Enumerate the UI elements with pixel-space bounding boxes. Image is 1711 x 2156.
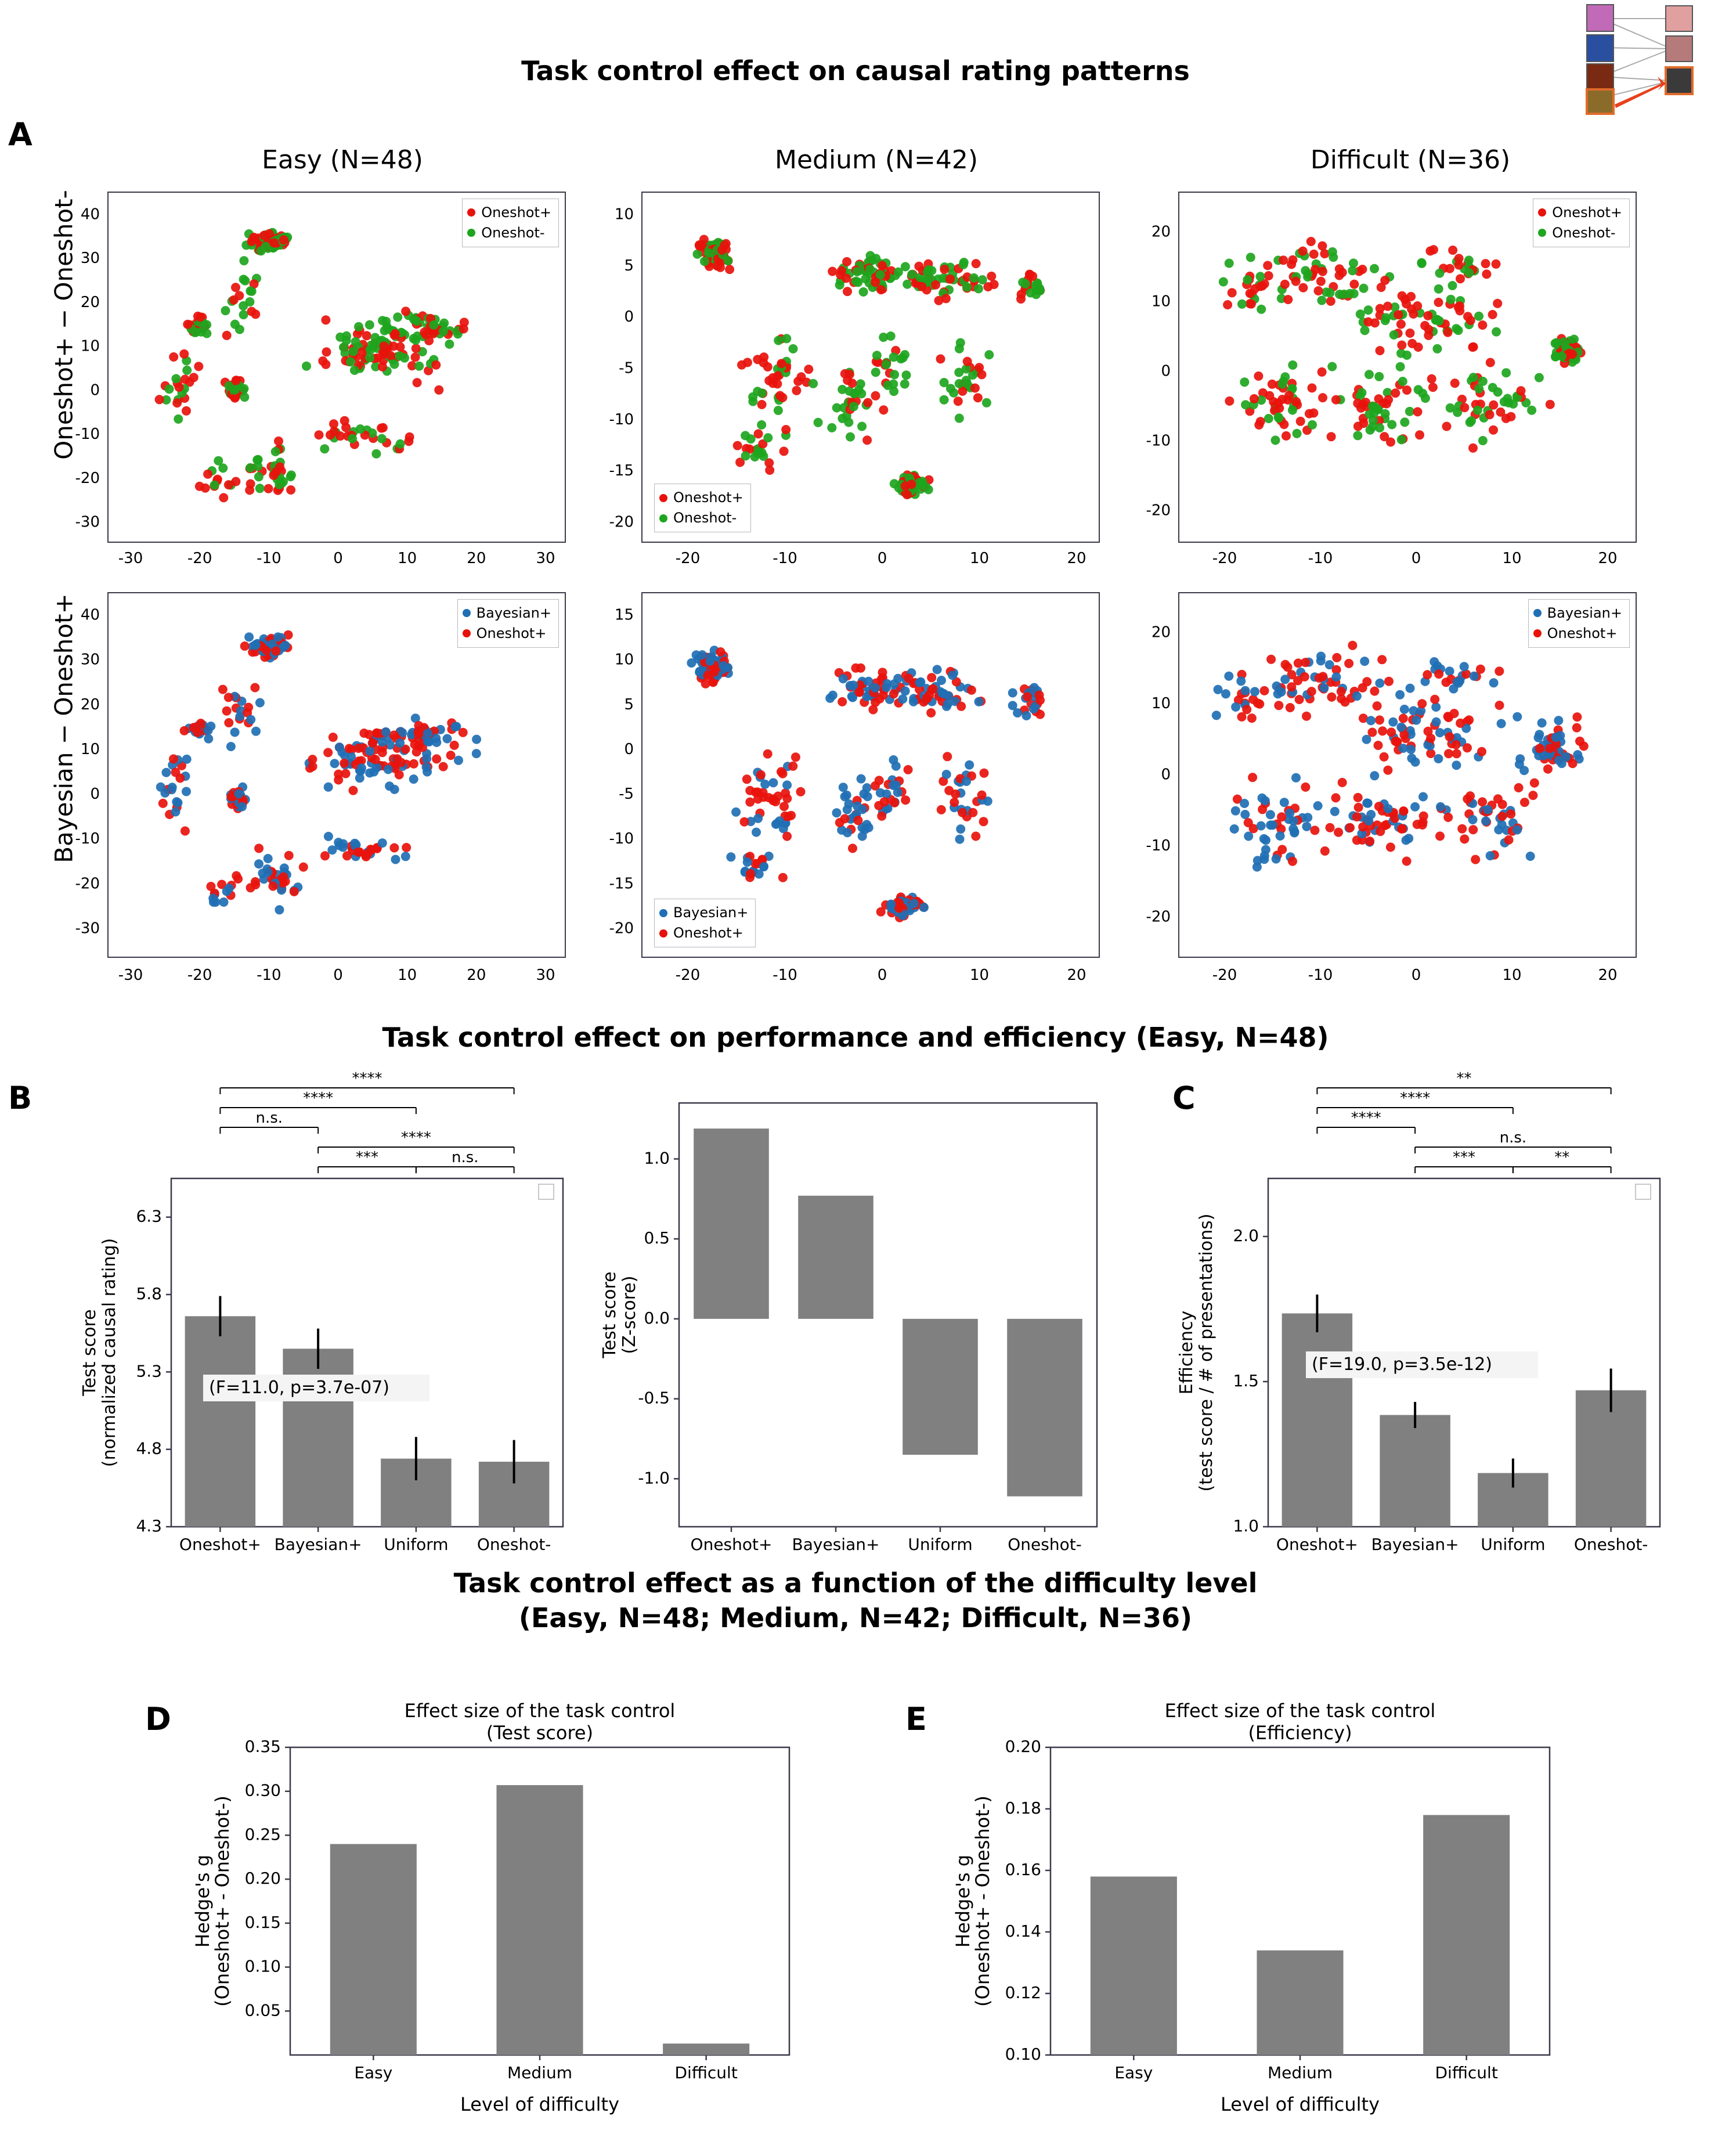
- svg-text:0: 0: [624, 740, 634, 758]
- figure-title-b: Task control effect on performance and efficiency (Easy, N=48): [382, 1022, 1329, 1053]
- svg-text:10: 10: [80, 337, 100, 355]
- legend-label-oneshot-plus: Oneshot+: [1547, 625, 1618, 641]
- svg-text:(normalized causal rating): (normalized causal rating): [99, 1238, 120, 1468]
- svg-text:-20: -20: [609, 513, 634, 531]
- svg-text:5.3: 5.3: [136, 1361, 162, 1381]
- svg-text:0.35: 0.35: [244, 1737, 281, 1756]
- svg-text:-30: -30: [118, 550, 143, 567]
- svg-text:Difficult: Difficult: [674, 2063, 738, 2082]
- svg-text:0: 0: [333, 550, 343, 567]
- svg-text:-10: -10: [75, 830, 100, 848]
- legend-dot-oneshot-minus: [659, 514, 667, 522]
- svg-text:0.18: 0.18: [1005, 1798, 1041, 1818]
- svg-text:Test score: Test score: [600, 1271, 620, 1358]
- svg-text:-15: -15: [609, 875, 634, 893]
- column-title-difficult: Difficult (N=36): [1310, 145, 1511, 175]
- svg-text:0: 0: [1411, 967, 1421, 984]
- svg-text:0.20: 0.20: [1005, 1737, 1041, 1756]
- svg-text:0.30: 0.30: [244, 1780, 281, 1800]
- svg-text:Level of difficulty: Level of difficulty: [460, 2093, 620, 2115]
- svg-text:-20: -20: [675, 550, 701, 567]
- svg-text:20: 20: [1598, 550, 1618, 567]
- svg-text:0.0: 0.0: [644, 1308, 670, 1328]
- svg-text:Difficult: Difficult: [1435, 2063, 1498, 2082]
- legend-label-oneshot-plus: Oneshot+: [673, 489, 743, 506]
- legend-dot-oneshot-minus: [467, 229, 475, 237]
- legend-label-oneshot-minus: Oneshot-: [1552, 224, 1616, 241]
- svg-text:****: ****: [1351, 1109, 1381, 1127]
- legend-dot-oneshot-plus: [463, 629, 471, 637]
- scatter-difficult-bottom: [1178, 592, 1637, 958]
- legend-label-bayesian-plus: Bayesian+: [476, 605, 551, 621]
- svg-text:Medium: Medium: [1268, 2063, 1333, 2082]
- svg-text:30: 30: [536, 967, 555, 984]
- svg-text:15: 15: [614, 606, 634, 624]
- chart-panel-e: [934, 1683, 1573, 2125]
- legend-dot-oneshot-plus: [1533, 629, 1542, 637]
- svg-text:-10: -10: [1146, 837, 1171, 855]
- chart-panel-d: [174, 1683, 813, 2125]
- svg-text:0: 0: [624, 308, 634, 326]
- svg-text:(test score / # of presentatio: (test score / # of presentations): [1196, 1213, 1217, 1492]
- svg-text:-20: -20: [1146, 908, 1171, 926]
- legend-dot-oneshot-plus: [1538, 208, 1546, 217]
- svg-text:0: 0: [90, 785, 100, 803]
- scatter-medium-bottom: [641, 592, 1100, 958]
- svg-text:10: 10: [1151, 293, 1171, 311]
- svg-text:n.s.: n.s.: [451, 1149, 479, 1166]
- legend-label-oneshot-minus: Oneshot-: [481, 224, 545, 241]
- svg-text:30: 30: [80, 250, 100, 268]
- svg-text:(Oneshot+ - Oneshot-): (Oneshot+ - Oneshot-): [972, 1796, 994, 2007]
- svg-text:Hedge's g: Hedge's g: [952, 1854, 974, 1948]
- svg-text:Oneshot-: Oneshot-: [1573, 1535, 1648, 1554]
- legend-label-oneshot-plus: Oneshot+: [481, 204, 551, 221]
- svg-text:0: 0: [1411, 550, 1421, 567]
- svg-text:***: ***: [1453, 1149, 1475, 1166]
- svg-text:-30: -30: [118, 967, 143, 984]
- chart-panel-b-right: [592, 1080, 1114, 1562]
- svg-text:-20: -20: [675, 967, 701, 984]
- svg-text:0.12: 0.12: [1005, 1983, 1041, 2002]
- row-label-oneshot-diff: Oneshot+ − Oneshot-: [49, 190, 78, 460]
- svg-text:Oneshot-: Oneshot-: [477, 1535, 551, 1554]
- legend-label-oneshot-plus: Oneshot+: [476, 625, 547, 641]
- svg-text:0.10: 0.10: [244, 1956, 281, 1976]
- scatter-easy-top: [107, 192, 566, 543]
- legend-dot-oneshot-plus: [659, 494, 667, 502]
- legend-dot-bayesian-plus: [463, 609, 471, 617]
- svg-text:****: ****: [352, 1070, 382, 1087]
- svg-text:10: 10: [1502, 967, 1522, 984]
- svg-text:6.3: 6.3: [136, 1206, 162, 1226]
- svg-text:Oneshot-: Oneshot-: [1008, 1535, 1082, 1554]
- legend-label-oneshot-plus: Oneshot+: [1552, 204, 1622, 221]
- svg-text:2.0: 2.0: [1233, 1226, 1259, 1245]
- svg-text:20: 20: [1151, 623, 1171, 641]
- column-title-medium: Medium (N=42): [774, 145, 979, 175]
- panel-letter-d: D: [145, 1701, 171, 1737]
- svg-text:20: 20: [1067, 550, 1086, 567]
- svg-text:-10: -10: [257, 550, 281, 567]
- panel-letter-a: A: [8, 116, 33, 153]
- svg-text:Easy: Easy: [1114, 2063, 1153, 2082]
- svg-text:**: **: [1554, 1149, 1570, 1166]
- svg-text:****: ****: [303, 1090, 334, 1107]
- svg-text:10: 10: [969, 967, 990, 984]
- svg-text:n.s.: n.s.: [1499, 1129, 1527, 1146]
- scatter-difficult-top: [1178, 192, 1637, 543]
- svg-text:Hedge's g: Hedge's g: [192, 1854, 214, 1948]
- svg-text:1.5: 1.5: [1233, 1371, 1259, 1390]
- svg-text:10: 10: [1502, 550, 1522, 567]
- svg-text:Bayesian+: Bayesian+: [274, 1535, 362, 1554]
- svg-text:0.25: 0.25: [244, 1825, 281, 1844]
- svg-text:****: ****: [1400, 1090, 1431, 1107]
- svg-text:-30: -30: [75, 920, 100, 938]
- scatter-medium-top: [641, 192, 1100, 543]
- svg-text:0.5: 0.5: [644, 1228, 670, 1248]
- svg-text:Effect size of the task contro: Effect size of the task control: [404, 1700, 676, 1722]
- svg-text:0: 0: [877, 550, 887, 567]
- svg-text:-10: -10: [609, 830, 634, 848]
- legend-dot-oneshot-minus: [1538, 229, 1546, 237]
- svg-text:(F=19.0, p=3.5e-12): (F=19.0, p=3.5e-12): [1312, 1354, 1493, 1375]
- svg-text:**: **: [1456, 1070, 1472, 1087]
- svg-text:Easy: Easy: [354, 2063, 393, 2082]
- svg-text:10: 10: [398, 967, 417, 984]
- legend-dot-oneshot-plus: [659, 929, 667, 938]
- svg-text:-20: -20: [75, 875, 100, 893]
- svg-text:Effect size of the task contro: Effect size of the task control: [1164, 1700, 1436, 1722]
- svg-text:40: 40: [80, 606, 100, 624]
- svg-text:Level of difficulty: Level of difficulty: [1220, 2093, 1380, 2115]
- row-label-bayesian-diff: Bayesian − Oneshot+: [49, 593, 78, 863]
- chart-panel-c: [1167, 1070, 1677, 1562]
- figure-title-de-line2: (Easy, N=48; Medium, N=42; Difficult, N=36): [518, 1602, 1193, 1634]
- legend-label-bayesian-plus: Bayesian+: [1547, 605, 1622, 621]
- legend-label-oneshot-plus: Oneshot+: [673, 925, 743, 942]
- svg-text:10: 10: [398, 550, 417, 567]
- svg-text:1.0: 1.0: [644, 1148, 670, 1168]
- svg-text:-1.0: -1.0: [638, 1468, 670, 1488]
- svg-text:0.05: 0.05: [244, 2000, 281, 2020]
- column-title-easy: Easy (N=48): [262, 145, 423, 175]
- svg-text:0.14: 0.14: [1005, 1921, 1041, 1941]
- svg-text:20: 20: [1151, 223, 1171, 241]
- scatter-points-difficult-bottom: [1179, 593, 1636, 957]
- svg-text:-10: -10: [773, 550, 797, 567]
- svg-text:5: 5: [624, 257, 634, 275]
- svg-text:0.15: 0.15: [244, 1912, 281, 1932]
- svg-text:-20: -20: [187, 967, 212, 984]
- svg-text:-20: -20: [1212, 550, 1237, 567]
- legend-dot-oneshot-plus: [467, 208, 475, 217]
- panel-letter-b: B: [8, 1080, 33, 1116]
- svg-text:Uniform: Uniform: [1481, 1535, 1546, 1554]
- scatter-easy-bottom: [107, 592, 566, 958]
- svg-text:10: 10: [614, 651, 634, 669]
- chart-panel-b-left: [70, 1070, 580, 1562]
- svg-text:Oneshot+: Oneshot+: [1276, 1535, 1358, 1554]
- legend-label-oneshot-minus: Oneshot-: [673, 510, 737, 527]
- svg-text:-5: -5: [619, 359, 634, 377]
- svg-text:4.8: 4.8: [136, 1438, 162, 1458]
- svg-text:0: 0: [1161, 766, 1171, 784]
- svg-text:n.s.: n.s.: [255, 1109, 283, 1127]
- svg-text:0.16: 0.16: [1005, 1860, 1041, 1879]
- figure-title-de-line1: Task control effect as a function of the difficulty level: [453, 1567, 1258, 1599]
- svg-text:Uniform: Uniform: [384, 1535, 449, 1554]
- svg-text:0.10: 0.10: [1005, 2045, 1041, 2064]
- legend-medium-bottom: [654, 899, 756, 947]
- figure-title-a: Task control effect on causal rating patterns: [521, 55, 1190, 86]
- svg-text:-0.5: -0.5: [638, 1388, 670, 1408]
- svg-text:(Test score): (Test score): [486, 1722, 594, 1744]
- svg-text:(Z-score): (Z-score): [619, 1275, 640, 1354]
- svg-text:10: 10: [614, 205, 634, 223]
- svg-text:(Oneshot+ - Oneshot-): (Oneshot+ - Oneshot-): [211, 1796, 233, 2007]
- legend-easy-bottom: [457, 599, 559, 648]
- svg-text:(Efficiency): (Efficiency): [1248, 1722, 1352, 1744]
- svg-text:(F=11.0, p=3.7e-07): (F=11.0, p=3.7e-07): [209, 1378, 390, 1398]
- svg-text:20: 20: [1067, 967, 1086, 984]
- legend-easy-top: [462, 199, 559, 247]
- legend-dot-bayesian-plus: [659, 909, 667, 917]
- svg-text:-20: -20: [1212, 967, 1237, 984]
- legend-medium-top: [654, 484, 751, 532]
- svg-text:20: 20: [467, 550, 486, 567]
- svg-text:****: ****: [400, 1129, 431, 1146]
- svg-text:4.3: 4.3: [136, 1516, 162, 1535]
- svg-text:20: 20: [80, 695, 100, 713]
- svg-text:20: 20: [80, 293, 100, 311]
- legend-label-bayesian-plus: Bayesian+: [673, 904, 749, 921]
- svg-text:0.20: 0.20: [244, 1869, 281, 1888]
- svg-text:Test score: Test score: [80, 1309, 100, 1396]
- svg-text:40: 40: [80, 205, 100, 223]
- svg-text:Bayesian+: Bayesian+: [792, 1535, 880, 1554]
- scatter-points-easy-bottom: [109, 593, 565, 957]
- svg-text:-20: -20: [187, 550, 212, 567]
- svg-text:-10: -10: [773, 967, 797, 984]
- svg-text:Oneshot+: Oneshot+: [690, 1535, 773, 1554]
- svg-text:-10: -10: [1308, 967, 1333, 984]
- svg-text:5: 5: [624, 695, 634, 713]
- svg-text:-20: -20: [1146, 502, 1171, 520]
- svg-text:30: 30: [536, 550, 555, 567]
- svg-text:10: 10: [80, 740, 100, 758]
- svg-text:0: 0: [333, 967, 343, 984]
- svg-text:1.0: 1.0: [1233, 1516, 1259, 1535]
- svg-text:10: 10: [969, 550, 990, 567]
- svg-text:-10: -10: [257, 967, 281, 984]
- svg-text:20: 20: [1598, 967, 1618, 984]
- legend-dot-bayesian-plus: [1533, 609, 1542, 617]
- svg-text:-15: -15: [609, 462, 634, 480]
- svg-text:Bayesian+: Bayesian+: [1371, 1535, 1459, 1554]
- svg-text:Uniform: Uniform: [908, 1535, 973, 1554]
- svg-text:Medium: Medium: [507, 2063, 572, 2082]
- svg-text:5.8: 5.8: [136, 1284, 162, 1303]
- svg-text:-10: -10: [609, 410, 634, 428]
- svg-text:20: 20: [467, 967, 486, 984]
- svg-text:0: 0: [90, 381, 100, 399]
- svg-text:10: 10: [1151, 695, 1171, 712]
- svg-text:-20: -20: [75, 469, 100, 487]
- svg-text:***: ***: [356, 1149, 378, 1166]
- svg-text:-10: -10: [1308, 550, 1333, 567]
- svg-text:Oneshot+: Oneshot+: [179, 1535, 261, 1554]
- svg-text:-10: -10: [75, 426, 100, 444]
- svg-text:0: 0: [1161, 362, 1171, 380]
- svg-text:-20: -20: [609, 920, 634, 938]
- svg-text:30: 30: [80, 651, 100, 669]
- panel-letter-e: E: [905, 1701, 927, 1737]
- svg-text:Efficiency: Efficiency: [1176, 1310, 1197, 1395]
- legend-difficult-top: [1533, 199, 1630, 247]
- svg-text:-5: -5: [619, 785, 634, 803]
- svg-text:-30: -30: [75, 513, 100, 531]
- svg-text:0: 0: [877, 967, 887, 984]
- legend-difficult-bottom: [1528, 599, 1630, 648]
- svg-text:-10: -10: [1146, 432, 1171, 450]
- panel-letter-c: C: [1172, 1080, 1196, 1116]
